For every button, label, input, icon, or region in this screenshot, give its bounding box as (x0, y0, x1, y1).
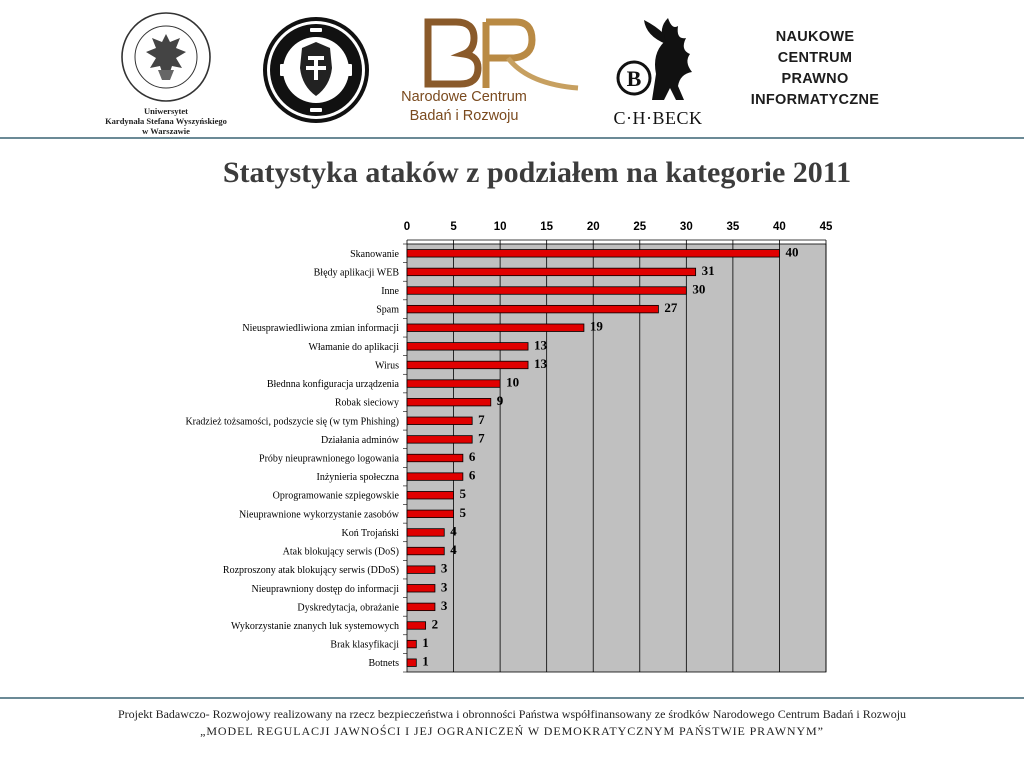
category-label: Włamanie do aplikacji (308, 341, 399, 353)
data-label: 31 (701, 262, 715, 278)
data-label: 7 (478, 430, 485, 446)
page-title: Statystyka ataków z podziałem na kategorie 2011 (222, 156, 852, 189)
data-label: 3 (440, 597, 448, 613)
seal-caption-line-2: Kardynała Stefana Wyszyńskiego (105, 116, 227, 126)
bar (407, 510, 454, 517)
data-label: 5 (459, 504, 467, 520)
category-label: Rozproszony atak blokujący serwis (DDoS) (222, 565, 399, 577)
data-label: 27 (664, 300, 678, 316)
data-label: 13 (534, 337, 548, 353)
category-label: Kradzież tożsamości, podszycie się (w tym Phishing) (185, 416, 399, 428)
x-tick-label: 0 (403, 221, 411, 233)
bar (407, 566, 435, 574)
bar (407, 436, 472, 444)
footer-line-2: „MODEL REGULACJI JAWNOŚCI I JEJ OGRANICZEŃ W DEMOKRATYCZNYM PAŃSTWIE PRAWNYM” (200, 724, 824, 738)
bar (407, 491, 454, 499)
bar (407, 585, 435, 593)
x-tick-label: 15 (540, 221, 554, 233)
bar (407, 398, 491, 406)
category-label: Inne (381, 286, 399, 298)
category-label: Oprogramowanie szpiegowskie (272, 490, 399, 502)
data-label: 4 (450, 542, 457, 558)
bar (407, 361, 528, 369)
data-label: 30 (692, 281, 706, 297)
x-tick-label: 5 (450, 221, 457, 233)
x-tick-label: 30 (679, 221, 693, 233)
data-label: 6 (468, 467, 476, 483)
bar (407, 603, 435, 611)
category-label: Wykorzystanie znanych luk systemowych (231, 620, 399, 632)
footer-line-1: Projekt Badawczo- Rozwojowy realizowany na rzecz bezpieczeństwa i obronności Państwa współfinansowany ze środków Narodowego Centrum Badań i Rozwoju (117, 707, 907, 721)
bar (407, 529, 444, 537)
category-label: Działania adminów (320, 434, 399, 446)
category-label: Skanowanie (350, 248, 399, 260)
category-label: Nieuprawniony dostęp do informacji (251, 583, 399, 595)
category-label: Nieuprawnione wykorzystanie zasobów (239, 509, 399, 521)
footer-divider (0, 697, 1024, 699)
data-label: 10 (506, 374, 520, 390)
bar (407, 305, 658, 313)
seal-caption-line-3: w Warszawie (142, 126, 190, 136)
bar (407, 547, 444, 555)
bar (407, 640, 416, 648)
category-label: Atak blokujący serwis (DoS) (282, 546, 399, 558)
data-label: 13 (534, 355, 548, 371)
data-label: 5 (459, 486, 467, 502)
x-tick-label: 35 (726, 221, 740, 233)
bar (407, 417, 472, 425)
bar (407, 250, 779, 258)
category-label: Inżynieria społeczna (316, 472, 399, 484)
footer (0, 706, 1024, 740)
data-label: 3 (440, 560, 448, 576)
ncpi-line-3: PRAWNO (781, 71, 849, 87)
beck-monogram: B (626, 66, 642, 91)
category-label: Błędy aplikacji WEB (313, 267, 399, 279)
data-label: 7 (478, 411, 485, 427)
category-label: Robak sieciowy (334, 397, 399, 409)
x-tick-label: 20 (586, 221, 600, 233)
data-label: 1 (422, 635, 429, 651)
category-label: Koń Trojański (341, 527, 399, 539)
category-label: Nieusprawiedliwiona zmian informacji (242, 323, 399, 335)
category-label: Wirus (374, 360, 399, 372)
category-label: Błednna konfiguracja urządzenia (266, 379, 399, 391)
category-label: Spam (376, 304, 399, 316)
x-tick-label: 25 (633, 221, 647, 233)
category-label: Dyskredytacja, obrażanie (297, 602, 399, 614)
ncbr-caption-line-2: Badań i Rozwoju (409, 108, 519, 124)
ncpi-line-1: NAUKOWE (775, 29, 855, 45)
bar (407, 343, 528, 351)
data-label: 2 (431, 616, 439, 632)
seal-caption-line-1: Uniwersytet (144, 106, 188, 116)
data-label: 6 (468, 449, 476, 464)
beck-caption: C·H·BECK (613, 108, 703, 128)
category-label: Próby nieuprawnionego logowania (259, 453, 399, 465)
category-label: Brak klasyfikacji (330, 639, 399, 651)
x-tick-label: 40 (773, 221, 786, 233)
bar (407, 622, 426, 630)
ncpi-line-2: CENTRUM (777, 50, 853, 66)
ncpi-line-4: INFORMATYCZNE (750, 92, 880, 108)
bar (407, 380, 500, 388)
bar (407, 268, 696, 276)
data-label: 3 (440, 579, 448, 595)
data-label: 9 (496, 393, 504, 409)
ncbr-caption-line-1: Narodowe Centrum (401, 89, 527, 105)
x-tick-label: 45 (819, 221, 833, 233)
category-label: Botnets (368, 658, 399, 670)
bar (407, 473, 463, 481)
data-label: 1 (422, 653, 429, 669)
x-tick-label: 10 (493, 221, 507, 233)
data-label: 4 (450, 523, 457, 539)
bar (407, 659, 416, 667)
bar (407, 324, 584, 332)
bar (407, 287, 686, 295)
data-label: 19 (589, 318, 603, 334)
data-label: 40 (785, 244, 799, 260)
bar (407, 454, 463, 462)
